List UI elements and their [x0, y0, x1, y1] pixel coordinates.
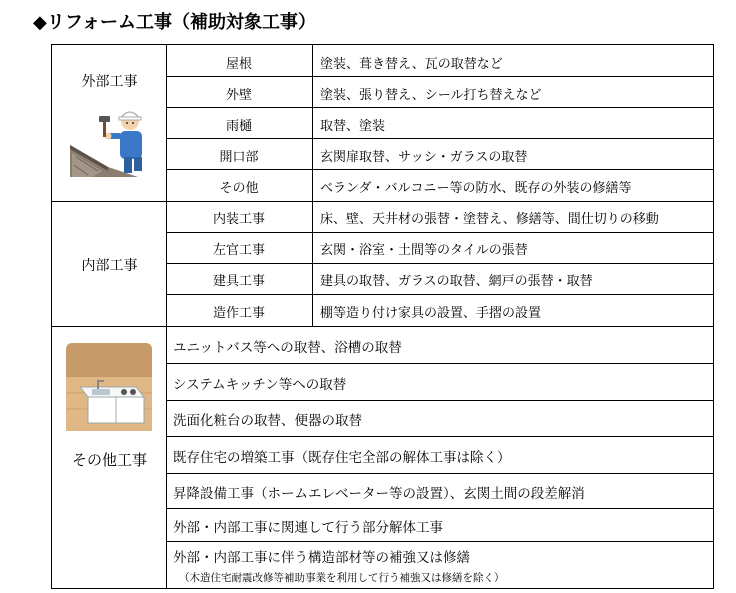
row-divider: [166, 363, 714, 364]
item-exterior-other: その他: [219, 181, 259, 196]
column-divider: [312, 45, 313, 326]
page-title: ◆リフォーム工事（補助対象工事）: [33, 12, 316, 33]
row-divider: [166, 473, 714, 474]
item-exterior-wall: 外壁: [225, 88, 252, 103]
row-divider: [166, 400, 714, 401]
item-fittings: 建具工事: [212, 274, 265, 289]
desc-roof: 塗装、葺き替え、瓦の取替など: [320, 57, 503, 72]
other-row: 昇降設備工事（ホームエレベーター等の設置）、玄関土間の段差解消: [173, 486, 585, 502]
row-divider: [166, 294, 714, 295]
item-openings: 開口部: [219, 150, 259, 165]
category-exterior: 外部工事: [81, 74, 138, 90]
desc-carpentry: 棚等造り付け家具の設置、手摺の設置: [320, 306, 542, 321]
desc-plastering: 玄関・浴室・土間等のタイルの張替: [320, 243, 528, 258]
row-divider: [166, 541, 714, 542]
other-note: （木造住宅耐震改修等補助事業を利用して行う補強又は修繕を除く）: [179, 572, 505, 584]
other-row: 外部・内部工事に関連して行う部分解体工事: [173, 520, 443, 536]
roof-worker-icon: [68, 105, 158, 177]
item-gutter: 雨樋: [225, 119, 252, 134]
desc-exterior-wall: 塗装、張り替え、シール打ち替えなど: [320, 88, 542, 103]
desc-fittings: 建具の取替、ガラスの取替、網戸の張替・取替: [320, 274, 593, 289]
renovation-works-table: [51, 44, 714, 589]
row-divider: [166, 169, 714, 170]
other-row: 既存住宅の増築工事（既存住宅全部の解体工事は除く）: [173, 450, 511, 466]
other-row: 洗面化粧台の取替、便器の取替: [173, 413, 362, 429]
item-roof: 屋根: [225, 57, 252, 72]
section-divider: [52, 326, 714, 327]
row-divider: [166, 138, 714, 139]
category-interior: 内部工事: [81, 258, 138, 274]
desc-interior-finish: 床、壁、天井材の張替・塗替え、修繕等、間仕切りの移動: [320, 212, 659, 227]
other-row: システムキッチン等への取替: [173, 377, 347, 393]
row-divider: [166, 508, 714, 509]
item-plastering: 左官工事: [212, 243, 265, 258]
kitchen-icon: [66, 343, 152, 431]
row-divider: [166, 263, 714, 264]
item-interior-finish: 内装工事: [212, 212, 265, 227]
desc-exterior-other: ベランダ・バルコニー等の防水、既存の外装の修繕等: [320, 181, 632, 196]
row-divider: [166, 76, 714, 77]
desc-openings: 玄関扉取替、サッシ・ガラスの取替: [320, 150, 528, 165]
section-divider: [52, 201, 714, 202]
row-divider: [166, 107, 714, 108]
row-divider: [166, 436, 714, 437]
other-row: 外部・内部工事に伴う構造部材等の補強又は修繕: [173, 550, 470, 566]
other-row: ユニットバス等への取替、浴槽の取替: [173, 340, 402, 356]
desc-gutter: 取替、塗装: [320, 119, 386, 134]
item-carpentry: 造作工事: [212, 306, 265, 321]
row-divider: [166, 232, 714, 233]
category-other: その他工事: [71, 451, 147, 469]
